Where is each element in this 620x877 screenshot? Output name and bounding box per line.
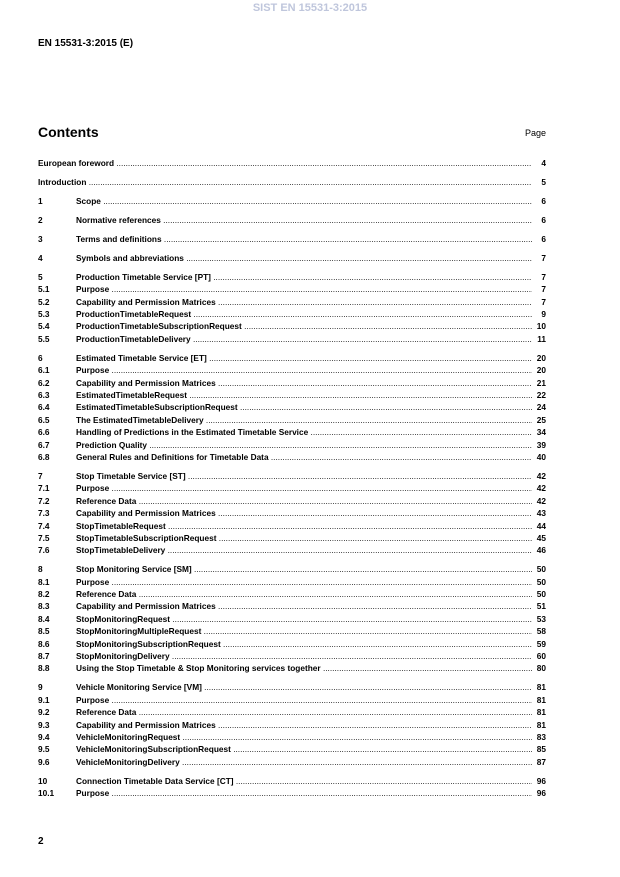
toc-entry-title: Production Timetable Service [PT] .....	[76, 271, 532, 283]
toc-entry-title: Estimated Timetable Service [ET] .....	[76, 352, 532, 364]
toc-entry-number: 9.2	[38, 707, 50, 718]
toc-entry[interactable]	[38, 731, 546, 743]
toc-entry[interactable]	[38, 283, 546, 295]
toc-entry-number: 7.6	[38, 545, 50, 556]
toc-entry[interactable]	[38, 706, 546, 718]
toc-entry[interactable]	[38, 482, 546, 494]
toc-entry[interactable]	[38, 296, 546, 308]
toc-entry[interactable]	[38, 214, 546, 226]
toc-entry-page: 51	[536, 601, 546, 612]
toc-entry-title: ProductionTimetableRequest .....	[76, 308, 532, 320]
toc-entry-title: Reference Data .....	[76, 706, 532, 718]
toc-entry-title: Prediction Quality .....	[76, 439, 532, 451]
toc-entry-page: 81	[536, 694, 546, 705]
toc-entry-title: Purpose .....	[76, 283, 532, 295]
toc-entry-number: 5.4	[38, 321, 50, 332]
toc-entry-title: Symbols and abbreviations .....	[76, 252, 532, 264]
toc-entry-title: Capability and Permission Matrices .....	[76, 377, 532, 389]
toc-entry-number: 1	[38, 195, 43, 206]
toc-entry-title: Vehicle Monitoring Service [VM] .....	[76, 681, 532, 693]
toc-entry-page: 81	[536, 719, 546, 730]
toc-entry-number: 2	[38, 214, 43, 225]
toc-entry-number: 6.1	[38, 365, 50, 376]
toc-entry-title: Capability and Permission Matrices .....	[76, 507, 532, 519]
toc-entry-page: 42	[536, 470, 546, 481]
table-of-contents	[38, 157, 546, 800]
toc-entry-title: General Rules and Definitions for Timetable Data .....	[76, 451, 532, 463]
toc-entry-title: Using the Stop Timetable & Stop Monitoring services together .....	[76, 662, 532, 674]
toc-entry-page: 81	[536, 707, 546, 718]
toc-entry-number: 8.1	[38, 576, 50, 587]
toc-entry-number: 5.1	[38, 284, 50, 295]
toc-entry-page: 80	[536, 663, 546, 674]
toc-entry-page: 20	[536, 365, 546, 376]
toc-entry-page: 53	[536, 613, 546, 624]
toc-entry-number: 10.1	[38, 788, 55, 799]
toc-entry-page: 7	[541, 284, 546, 295]
toc-entry-title: StopTimetableSubscriptionRequest .....	[76, 532, 532, 544]
toc-entry-number: 5.2	[38, 296, 50, 307]
toc-entry-page: 6	[541, 195, 546, 206]
toc-entry[interactable]	[38, 271, 546, 283]
toc-entry-page: 4	[541, 158, 546, 168]
toc-entry[interactable]	[38, 352, 546, 364]
toc-entry-number: 5	[38, 271, 43, 282]
toc-entry-page: 24	[536, 402, 546, 413]
toc-entry[interactable]	[38, 588, 546, 600]
toc-entry-number: 6.8	[38, 451, 50, 462]
toc-entry[interactable]	[38, 520, 546, 532]
toc-entry-number: 6.6	[38, 427, 50, 438]
toc-entry-title: EstimatedTimetableRequest .....	[76, 389, 532, 401]
toc-entry-title: Purpose .....	[76, 694, 532, 706]
toc-entry[interactable]	[38, 389, 546, 401]
toc-entry[interactable]	[38, 308, 546, 320]
toc-entry-page: 20	[536, 352, 546, 363]
toc-entry-number: 9.4	[38, 731, 50, 742]
toc-entry-number: 8.3	[38, 601, 50, 612]
toc-entry-number: 7.1	[38, 483, 50, 494]
toc-entry-page: 10	[536, 321, 546, 332]
page-column-label: Page	[524, 128, 546, 138]
toc-entry-number: 9	[38, 682, 43, 693]
toc-entry[interactable]	[38, 650, 546, 662]
toc-entry[interactable]	[38, 320, 546, 332]
toc-entry-number: 9.5	[38, 744, 50, 755]
toc-entry-title: Stop Monitoring Service [SM] .....	[76, 563, 532, 575]
toc-entry-number: 7.5	[38, 532, 50, 543]
toc-entry-page: 96	[536, 775, 546, 786]
toc-entry[interactable]	[38, 662, 546, 674]
toc-entry-title: VehicleMonitoringDelivery .....	[76, 756, 532, 768]
toc-entry-page: 7	[541, 271, 546, 282]
toc-entry-page: 40	[536, 451, 546, 462]
toc-entry[interactable]	[38, 756, 546, 768]
toc-entry[interactable]	[38, 401, 546, 413]
toc-entry-page: 6	[541, 214, 546, 225]
toc-entry-page: 58	[536, 626, 546, 637]
toc-entry-number: 4	[38, 252, 43, 263]
toc-entry-page: 81	[536, 682, 546, 693]
toc-entry-page: 42	[536, 495, 546, 506]
toc-entry-title: StopMonitoringMultipleRequest .....	[76, 625, 532, 637]
toc-entry[interactable]	[38, 600, 546, 612]
toc-entry-title: StopMonitoringSubscriptionRequest .....	[76, 638, 532, 650]
toc-entry-page: 96	[536, 788, 546, 799]
toc-entry-title: VehicleMonitoringRequest .....	[76, 731, 532, 743]
toc-entry-page: 45	[536, 532, 546, 543]
toc-entry-number: 6	[38, 352, 43, 363]
toc-entry-number: 8.7	[38, 651, 50, 662]
toc-entry-title: Normative references .....	[76, 214, 532, 226]
toc-entry[interactable]	[38, 625, 546, 637]
toc-entry-title: StopTimetableDelivery .....	[76, 544, 532, 556]
toc-entry-title: Introduction .....	[38, 176, 532, 188]
toc-entry-title: Terms and definitions .....	[76, 233, 532, 245]
toc-entry-title: Scope .....	[76, 195, 532, 207]
toc-entry-title: StopMonitoringRequest .....	[76, 613, 532, 625]
toc-entry[interactable]	[38, 176, 546, 188]
toc-entry-page: 39	[536, 439, 546, 450]
toc-entry-title: Capability and Permission Matrices .....	[76, 719, 532, 731]
toc-entry-page: 44	[536, 520, 546, 531]
toc-entry-number: 7	[38, 470, 43, 481]
toc-entry-title: Handling of Predictions in the Estimated Timetable Service .....	[76, 426, 532, 438]
toc-entry[interactable]	[38, 377, 546, 389]
toc-entry-number: 9.1	[38, 694, 50, 705]
toc-entry-number: 6.3	[38, 390, 50, 401]
toc-entry-title: Capability and Permission Matrices .....	[76, 296, 532, 308]
toc-entry-number: 8.5	[38, 626, 50, 637]
toc-entry[interactable]	[38, 775, 546, 787]
toc-entry-number: 9.3	[38, 719, 50, 730]
toc-entry[interactable]	[38, 470, 546, 482]
toc-entry-number: 8.8	[38, 663, 50, 674]
toc-entry-title: Purpose .....	[76, 482, 532, 494]
toc-entry[interactable]	[38, 252, 546, 264]
toc-entry-number: 7.4	[38, 520, 50, 531]
toc-entry-number: 8	[38, 564, 43, 575]
toc-entry-title: Capability and Permission Matrices .....	[76, 600, 532, 612]
toc-entry-page: 21	[536, 377, 546, 388]
toc-entry[interactable]	[38, 719, 546, 731]
toc-entry-number: 3	[38, 233, 43, 244]
toc-entry[interactable]	[38, 563, 546, 575]
toc-entry[interactable]	[38, 426, 546, 438]
toc-entry[interactable]	[38, 364, 546, 376]
toc-entry-title: Purpose .....	[76, 787, 532, 799]
toc-entry[interactable]	[38, 532, 546, 544]
toc-entry[interactable]	[38, 157, 546, 169]
toc-entry-page: 7	[541, 296, 546, 307]
toc-entry-page: 6	[541, 233, 546, 244]
toc-entry-title: StopMonitoringDelivery .....	[76, 650, 532, 662]
page-number: 2	[38, 836, 44, 847]
toc-entry-page: 50	[536, 576, 546, 587]
toc-entry[interactable]	[38, 613, 546, 625]
toc-entry-title: Reference Data .....	[76, 495, 532, 507]
toc-entry[interactable]	[38, 787, 546, 799]
toc-entry-number: 6.2	[38, 377, 50, 388]
toc-entry-number: 8.2	[38, 589, 50, 600]
toc-entry-number: 5.3	[38, 309, 50, 320]
toc-entry-page: 46	[536, 545, 546, 556]
toc-entry-title: Reference Data .....	[76, 588, 532, 600]
toc-entry-page: 22	[536, 390, 546, 401]
toc-entry[interactable]	[38, 576, 546, 588]
toc-entry-page: 43	[536, 508, 546, 519]
toc-entry-number: 7.2	[38, 495, 50, 506]
toc-entry-page: 85	[536, 744, 546, 755]
toc-entry-number: 7.3	[38, 508, 50, 519]
toc-entry[interactable]	[38, 414, 546, 426]
toc-entry-page: 25	[536, 414, 546, 425]
toc-entry-page: 34	[536, 427, 546, 438]
toc-entry[interactable]	[38, 544, 546, 556]
contents-title: Contents	[38, 124, 99, 140]
toc-entry-title: Purpose .....	[76, 364, 532, 376]
toc-entry[interactable]	[38, 233, 546, 245]
toc-entry-number: 9.6	[38, 756, 50, 767]
toc-entry-number: 6.5	[38, 414, 50, 425]
toc-entry-title: Stop Timetable Service [ST] .....	[76, 470, 532, 482]
toc-entry-number: 6.7	[38, 439, 50, 450]
toc-entry-number: 10	[38, 775, 48, 786]
toc-entry-title: StopTimetableRequest .....	[76, 520, 532, 532]
toc-entry-page: 83	[536, 731, 546, 742]
toc-entry[interactable]	[38, 439, 546, 451]
toc-entry-title: ProductionTimetableSubscriptionRequest .....	[76, 320, 532, 332]
toc-entry-page: 9	[541, 309, 546, 320]
toc-entry-title: ProductionTimetableDelivery .....	[76, 333, 532, 345]
toc-entry-title: EstimatedTimetableSubscriptionRequest .....	[76, 401, 532, 413]
toc-entry-page: 5	[541, 176, 546, 187]
toc-entry-page: 59	[536, 638, 546, 649]
toc-entry-number: 5.5	[38, 333, 50, 344]
toc-entry-page: 87	[536, 756, 546, 767]
toc-entry[interactable]	[38, 495, 546, 507]
toc-entry-page: 42	[536, 483, 546, 494]
toc-entry[interactable]	[38, 694, 546, 706]
toc-entry-page: 60	[536, 651, 546, 662]
toc-entry-number: 6.4	[38, 402, 50, 413]
toc-entry[interactable]	[38, 507, 546, 519]
toc-entry[interactable]	[38, 743, 546, 755]
toc-entry-title: European foreword .....	[38, 157, 532, 169]
toc-entry[interactable]	[38, 451, 546, 463]
toc-entry-title: Connection Timetable Data Service [CT] .....	[76, 775, 532, 787]
toc-entry[interactable]	[38, 195, 546, 207]
toc-entry[interactable]	[38, 681, 546, 693]
toc-entry-number: 8.4	[38, 613, 50, 624]
toc-entry-page: 11	[537, 333, 546, 344]
toc-entry[interactable]	[38, 638, 546, 650]
toc-entry-title: VehicleMonitoringSubscriptionRequest .....	[76, 743, 532, 755]
toc-entry-number: 8.6	[38, 638, 50, 649]
toc-entry-page: 7	[541, 252, 546, 263]
toc-entry-title: Purpose .....	[76, 576, 532, 588]
toc-entry-page: 50	[536, 589, 546, 600]
toc-entry-page: 50	[536, 564, 546, 575]
document-id: EN 15531-3:2015 (E)	[38, 38, 134, 49]
watermark: SIST EN 15531-3:2015	[252, 2, 368, 14]
toc-entry[interactable]	[38, 333, 546, 345]
toc-entry-title: The EstimatedTimetableDelivery .....	[76, 414, 532, 426]
